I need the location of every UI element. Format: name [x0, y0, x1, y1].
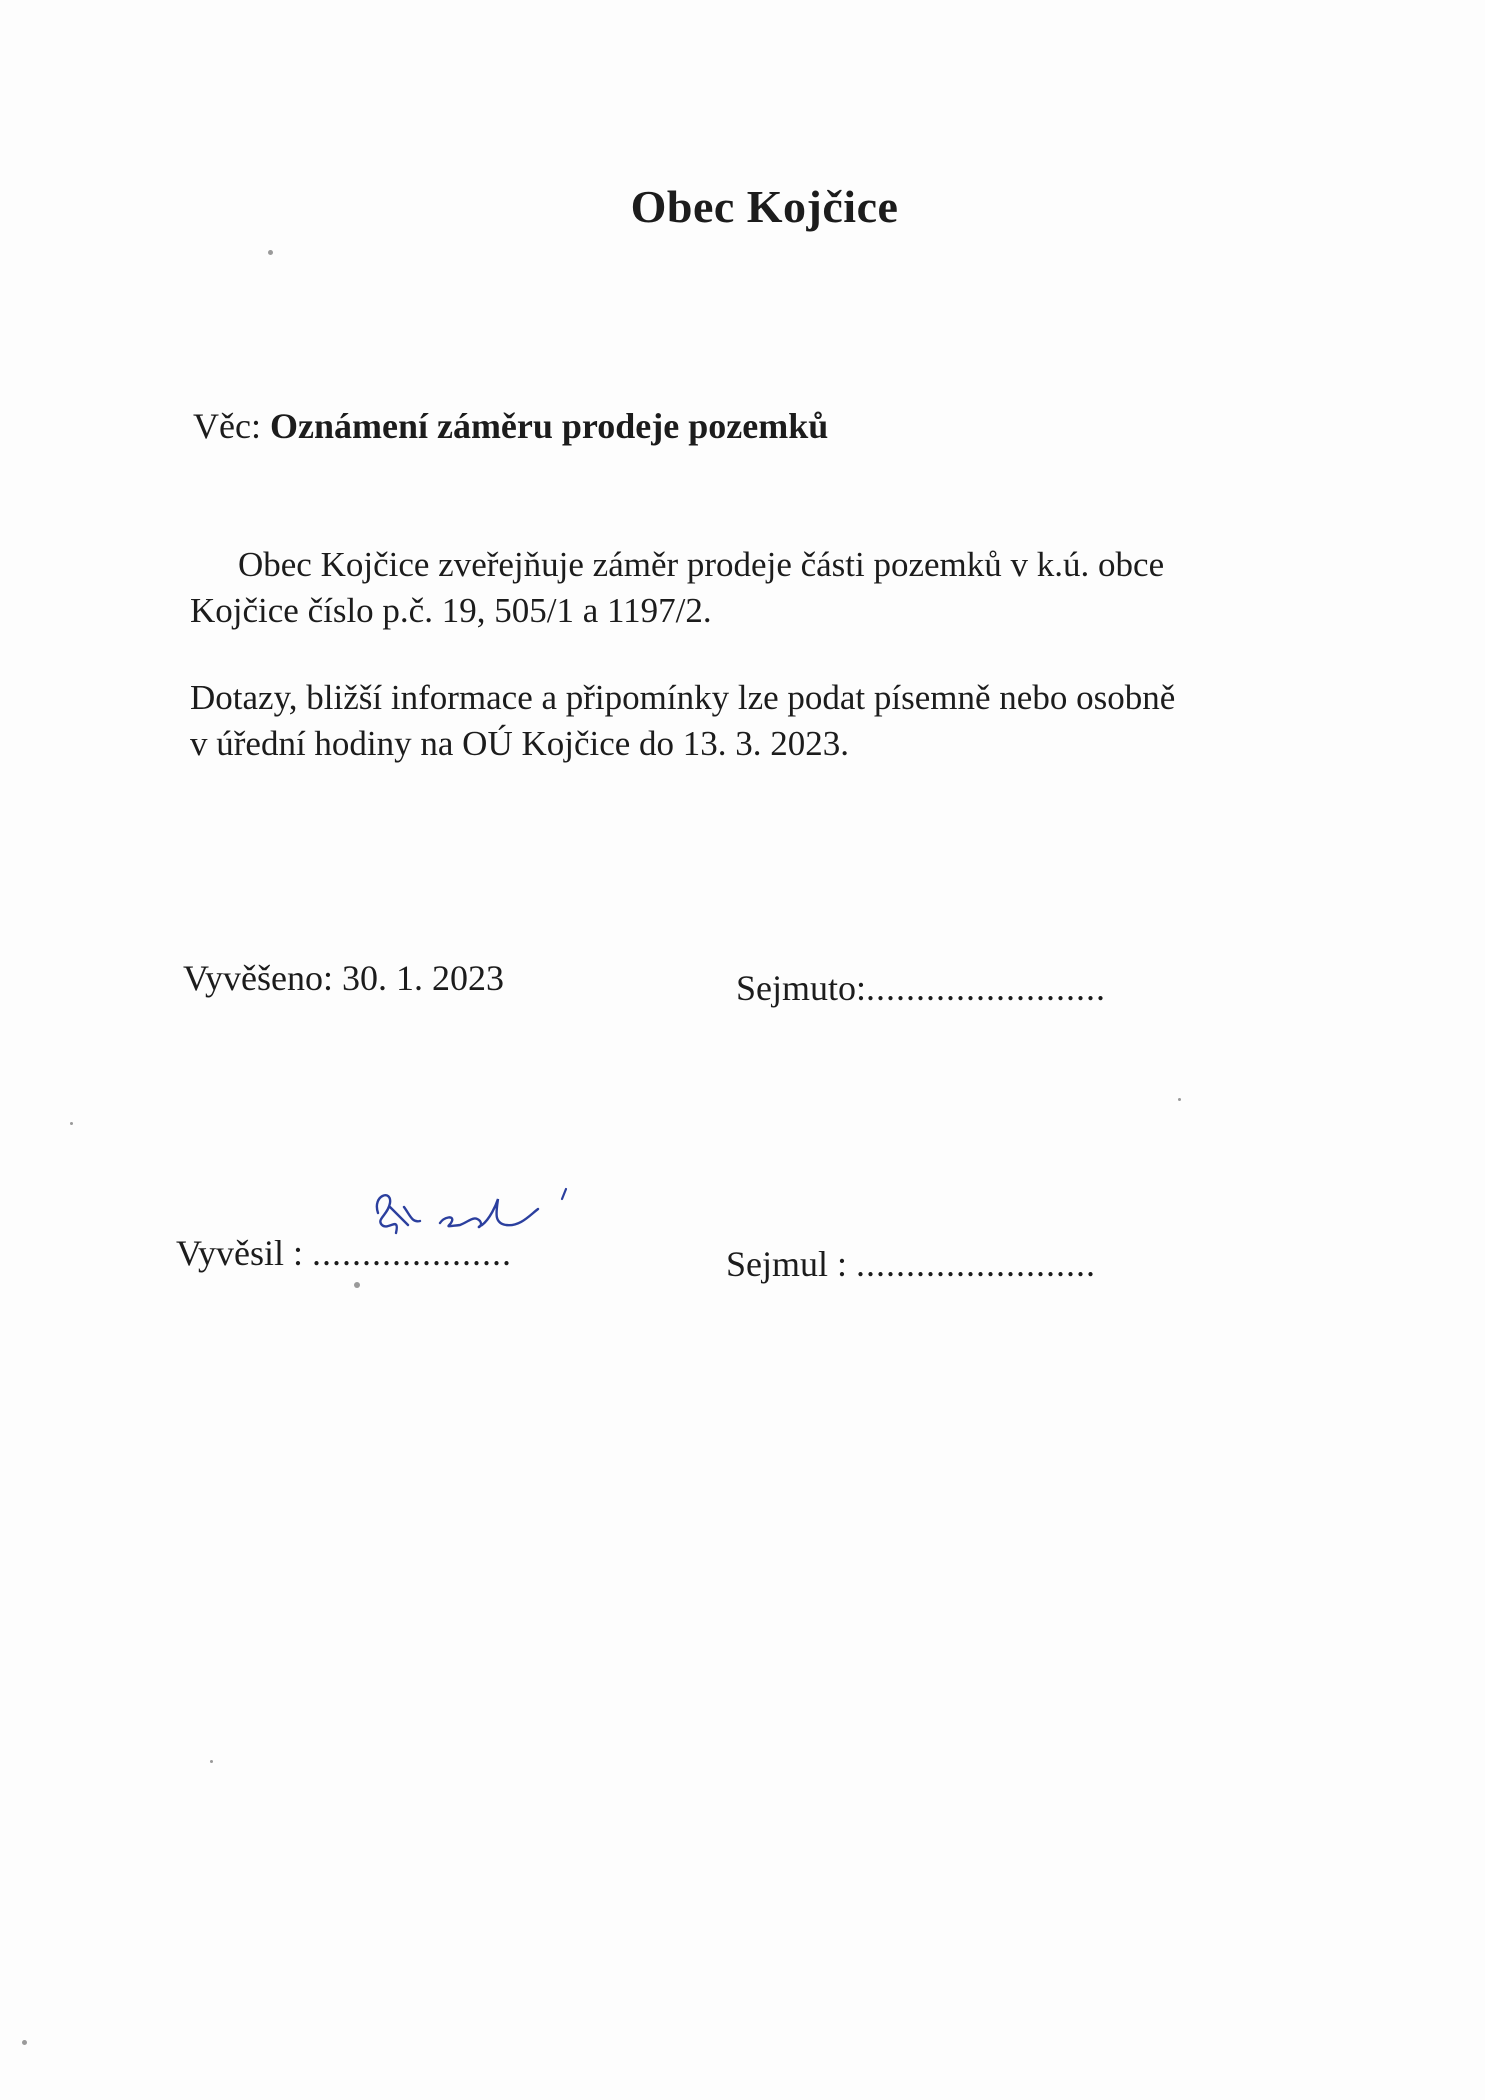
paragraph-line: Dotazy, bližší informace a připomínky lze podat písemně nebo osobně	[190, 678, 1176, 717]
scan-speck	[70, 1122, 73, 1125]
subject-label: Věc:	[193, 406, 261, 446]
paragraph-line: Kojčice číslo p.č. 19, 505/1 a 1197/2.	[190, 591, 712, 630]
subject-line	[193, 405, 828, 447]
scan-speck	[354, 1282, 360, 1288]
removed-date-field	[736, 967, 1106, 1009]
page-title: Obec Kojčice	[630, 181, 899, 232]
removed-by-dots: ........................	[856, 1244, 1097, 1284]
scan-speck	[22, 2040, 27, 2045]
removed-date-dots: ........................	[866, 968, 1107, 1008]
handwritten-signature	[370, 1185, 590, 1255]
posted-by-label: Vyvěsil :	[176, 1233, 304, 1273]
scan-speck	[1178, 1098, 1181, 1101]
removed-date-label: Sejmuto:	[736, 968, 867, 1008]
scan-speck	[268, 250, 273, 255]
posted-date-field: Vyvěšeno: 30. 1. 2023	[183, 958, 504, 998]
scan-speck	[210, 1760, 213, 1763]
removed-by-field	[726, 1243, 1096, 1285]
removed-by-label: Sejmul :	[726, 1244, 848, 1284]
paragraph-line: v úřední hodiny na OÚ Kojčice do 13. 3. 2023.	[190, 724, 850, 763]
subject-text: Oznámení záměru prodeje pozemků	[269, 406, 829, 446]
posted-by-dots: ....................	[312, 1233, 513, 1273]
inquiries-paragraph	[190, 675, 1330, 767]
paragraph-line: Obec Kojčice zveřejňuje záměr prodeje části pozemků v k.ú. obce	[238, 545, 1165, 584]
announcement-paragraph	[190, 542, 1330, 634]
